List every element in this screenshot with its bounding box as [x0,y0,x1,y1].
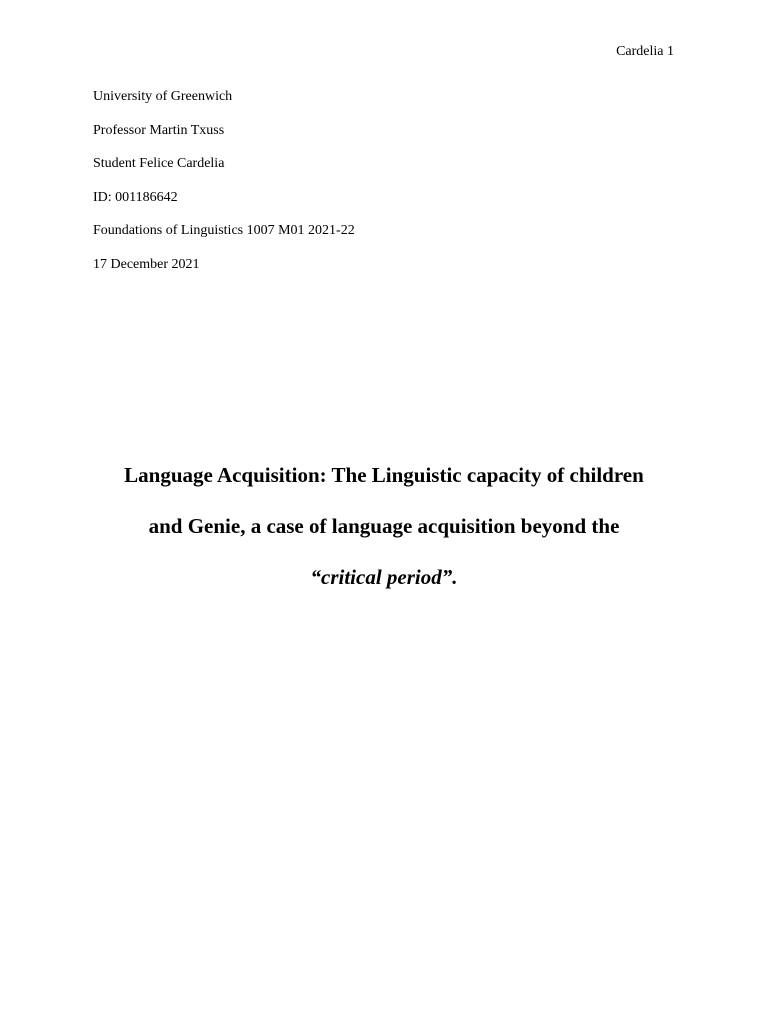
document-title [0,460,768,613]
running-head: Cardelia 1 [616,44,674,59]
title-line-3: “critical period”. [310,565,458,589]
student-id: ID: 001186642 [93,189,178,205]
student-name: Student Felice Cardelia [93,156,225,172]
submission-date: 17 December 2021 [93,256,200,272]
title-line-2: and Genie, a case of language acquisition beyond the [148,514,620,538]
professor-name: Professor Martin Txuss [93,122,225,138]
university-name: University of Greenwich [93,89,233,104]
course-name: Foundations of Linguistics 1007 M01 2021-22 [93,223,355,239]
title-line-1: Language Acquisition: The Linguistic capacity of children [124,463,644,487]
mla-heading [93,88,355,290]
